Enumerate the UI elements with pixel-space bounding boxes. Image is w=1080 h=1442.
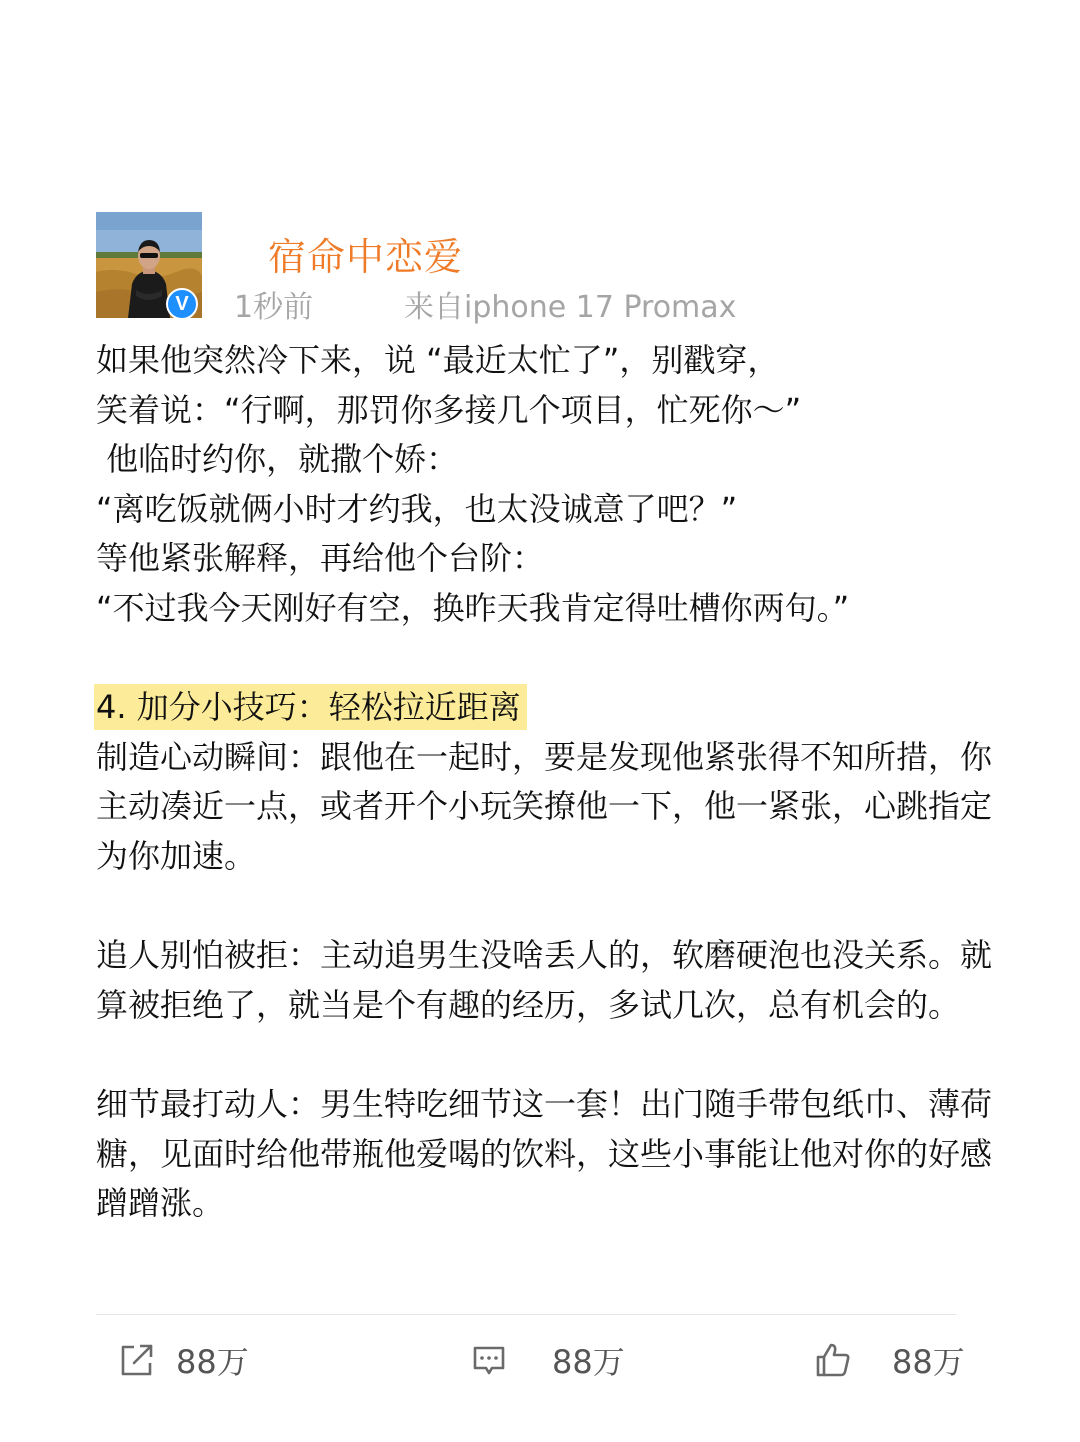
share-icon bbox=[118, 1341, 156, 1379]
comment-button[interactable] bbox=[470, 1330, 625, 1390]
avatar[interactable] bbox=[96, 212, 202, 318]
section-heading-row bbox=[96, 683, 1008, 733]
section-heading: 4. 加分小技巧：轻松拉近距离 bbox=[94, 684, 527, 730]
body-paragraph: 追人别怕被拒：主动追男生没啥丢人的，软磨硬泡也没关系。就算被拒绝了，就当是个有趣的经历，多试几次，总有机会的。 bbox=[96, 936, 993, 1024]
action-bar bbox=[0, 1330, 1080, 1390]
username[interactable]: 宿命中恋爱 bbox=[268, 235, 464, 279]
body-paragraph: 细节最打动人：男生特吃细节这一套！出门随手带包纸巾、薄荷糖，见面时给他带瓶他爱喝的饮料，这些小事能让他对你的好感蹭蹭涨。 bbox=[96, 1084, 993, 1223]
like-button[interactable] bbox=[814, 1330, 965, 1390]
body-line: “离吃饭就俩小时才约我，也太没诚意了吧？” bbox=[96, 489, 738, 528]
body-line: 他临时约你，就撒个娇： bbox=[96, 440, 459, 479]
comment-icon bbox=[470, 1341, 508, 1379]
comment-count: 88万 bbox=[552, 1343, 625, 1381]
thumbs-up-icon bbox=[814, 1341, 852, 1379]
paragraph-spacer bbox=[96, 634, 1008, 684]
divider bbox=[96, 1314, 956, 1315]
post-timestamp: 1秒前 bbox=[234, 290, 314, 325]
post-body bbox=[96, 336, 1008, 1229]
paragraph-spacer bbox=[96, 1030, 1008, 1080]
paragraph-spacer bbox=[96, 882, 1008, 932]
body-line: “不过我今天刚好有空，换昨天我肯定得吐槽你两句。” bbox=[96, 588, 850, 627]
body-paragraph: 制造心动瞬间：跟他在一起时，要是发现他紧张得不知所措，你主动凑近一点，或者开个小玩笑撩他一下，他一紧张，心跳指定为你加速。 bbox=[96, 737, 993, 875]
body-line: 如果他突然冷下来，说 “最近太忙了”，别戳穿， bbox=[96, 341, 780, 379]
share-count: 88万 bbox=[176, 1343, 249, 1381]
like-count: 88万 bbox=[892, 1343, 965, 1381]
post-header bbox=[96, 212, 796, 325]
body-line: 等他紧张解释，再给他个台阶： bbox=[96, 539, 545, 578]
post-source: 来自iphone 17 Promax bbox=[404, 290, 737, 325]
body-line: 笑着说：“行啊，那罚你多接几个项目，忙死你～” bbox=[96, 390, 802, 429]
verified-badge-icon: V bbox=[166, 288, 198, 318]
share-button[interactable] bbox=[118, 1330, 249, 1390]
